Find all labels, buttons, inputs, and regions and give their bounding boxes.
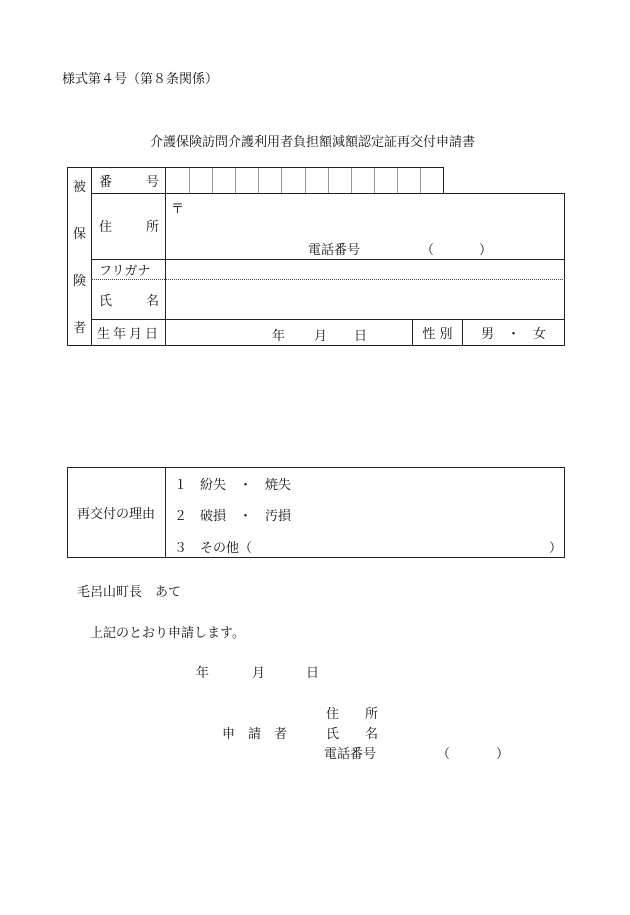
reason-option-damaged-soiled[interactable]: ２ 破損 ・ 汚損 — [174, 509, 292, 524]
date-day-unit: 日 — [306, 666, 320, 681]
form-number: 様式第４号（第８条関係） — [62, 72, 219, 87]
number-digit-divider — [420, 168, 421, 193]
applicant-name-label: 氏 名 — [326, 727, 379, 742]
birthdate-field[interactable] — [166, 320, 411, 344]
insured-phone-label: 電話番号 — [308, 243, 361, 258]
applicant-phone-label: 電話番号 — [324, 747, 377, 762]
birth-month-unit: 月 — [314, 329, 328, 344]
reason-other-close: ） — [549, 541, 563, 556]
applicant-address-label: 住 所 — [326, 707, 379, 722]
reason-option-other[interactable]: ３ その他（ — [174, 541, 253, 556]
number-digit-divider — [397, 168, 398, 193]
applicant-phone-paren-close: ） — [496, 747, 510, 762]
name-label: 氏 名 — [99, 294, 159, 309]
birthdate-label: 生年月日 — [97, 327, 162, 342]
applicant-phone-paren-open: （ — [437, 747, 451, 762]
number-digit-divider — [258, 168, 259, 193]
name-field[interactable] — [166, 281, 563, 318]
address-label: 住 所 — [99, 220, 159, 235]
insured-phone-paren-open: （ — [421, 243, 435, 258]
number-digit-divider — [305, 168, 306, 193]
postal-mark: 〒 — [171, 202, 185, 217]
number-digit-divider — [374, 168, 375, 193]
number-digit-divider — [281, 168, 282, 193]
number-label: 番 号 — [99, 175, 159, 190]
number-digit-divider — [351, 168, 352, 193]
date-month-unit: 月 — [252, 666, 266, 681]
date-year-unit: 年 — [196, 666, 210, 681]
reason-other-field[interactable] — [260, 535, 545, 555]
number-digit-divider — [212, 168, 213, 193]
birth-day-unit: 日 — [354, 329, 368, 344]
sex-label: 性 別 — [422, 327, 453, 342]
birth-year-unit: 年 — [272, 329, 286, 344]
insured-side-label: 被 保 険 者 — [72, 180, 86, 336]
furigana-label: フリガナ — [99, 264, 151, 279]
applicant-label: 申 請 者 — [222, 727, 288, 742]
sex-options[interactable]: 男 ・ 女 — [480, 327, 546, 342]
addressee: 毛呂山町長 あて — [77, 585, 182, 600]
reason-option-lost-burned[interactable]: １ 紛失 ・ 焼失 — [174, 478, 292, 493]
number-digit-divider — [189, 168, 190, 193]
page-title: 介護保険訪問介護利用者負担額減額認定証再交付申請書 — [150, 135, 476, 150]
number-digit-divider — [235, 168, 236, 193]
insured-phone-paren-close: ） — [479, 243, 493, 258]
address-field[interactable] — [166, 195, 563, 257]
furigana-field[interactable] — [166, 260, 563, 279]
number-digit-divider — [328, 168, 329, 193]
statement: 上記のとおり申請します。 — [90, 626, 245, 641]
reason-label: 再交付の理由 — [76, 507, 155, 522]
